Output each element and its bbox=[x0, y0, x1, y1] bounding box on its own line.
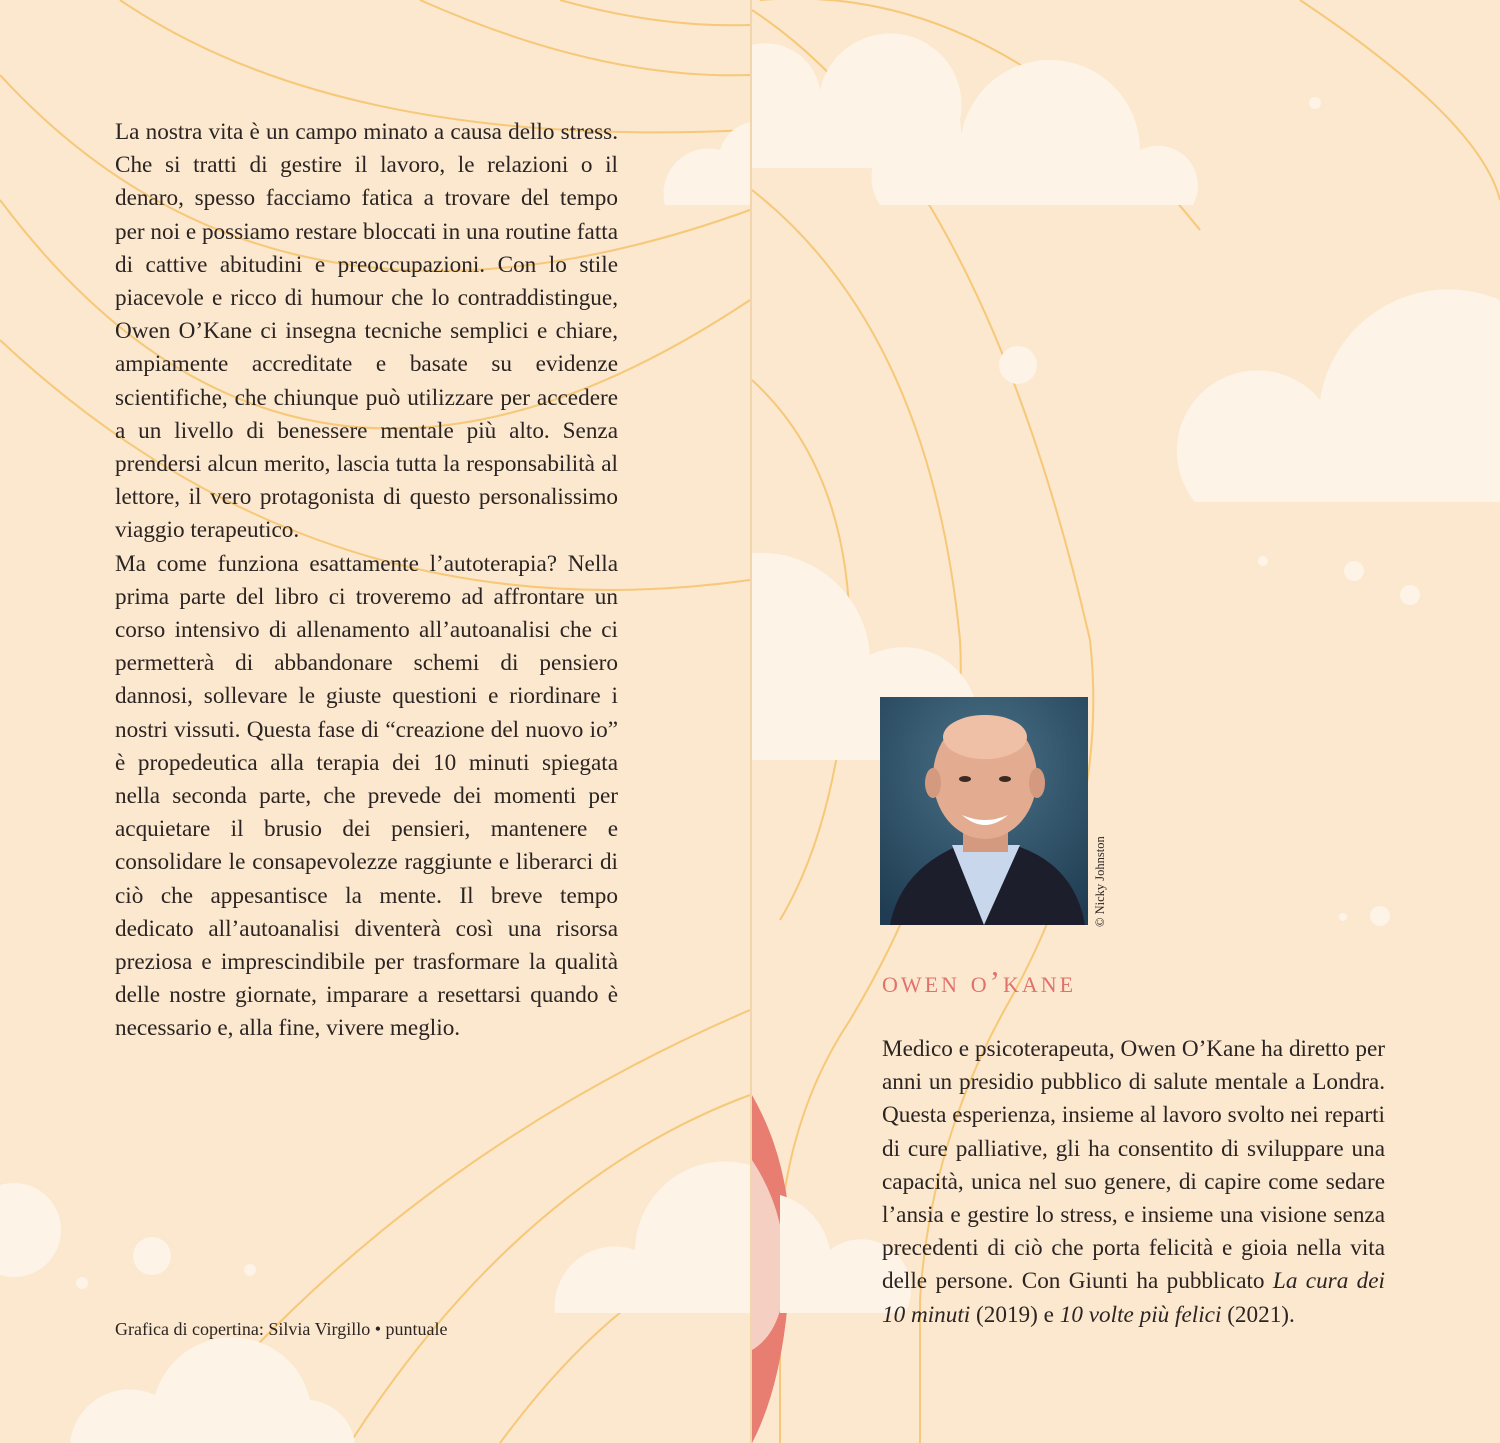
paragraph: La nostra vita è un campo minato a causa dello stress. Che si tratti di gestire il lavoro, le relazioni o il denaro, spesso facciamo fatica a trovare del tempo per noi e possiamo restare bloccati in una routine fatta di cattive abitudini e preoccupazioni. Con lo stile piacevole e ricco di humour che lo contraddistingue, Owen O’Kane ci insegna tecniche semplici e chiare, ampiamente accreditate e basate su evidenze scientifiche, che chiunque può utilizzare per accedere a un livello di benessere mentale più alto. Senza prendersi alcun merito, lascia tutta la responsabilità al lettore, il vero protagonista di questo personalissimo viaggio terapeutico. bbox=[115, 119, 618, 544]
author-bio bbox=[882, 1033, 1385, 1332]
paragraph: Ma come funziona esattamente l’autoterapia? Nella prima parte del libro ci troveremo ad affrontare un corso intensivo di allenamento all’autoanalisi che ci permetterà di abbandonare schemi di pensiero dannosi, sollevare le giuste questioni e riordinare i nostri vissuti. Questa fase di “creazione del nuovo io” è propedeutica alla terapia dei 10 minuti spiegata nella seconda parte, che prevede dei momenti per acquietare il brusio dei pensieri, mantenere e consolidare le consapevolezze raggiunte e liberarci di ciò che appesantisce la mente. Il breve tempo dedicato all’autoanalisi diventerà così una risorsa preziosa e imprescindibile per trasformare la qualità delle nostre giornate, imparare a resettarsi quando è necessario e, alla fine, vivere meglio. bbox=[115, 550, 618, 1042]
bio-text: Medico e psicoterapeuta, Owen O’Kane ha diretto per anni un presidio pubblico di salute mentale a Londra. Questa esperienza, insieme al lavoro svolto nei reparti di cure palliative, gli ha consentito di sviluppare una capacità, unica nel suo genere, di capire come sedare l’ansia e gestire lo stress, e insieme una visione senza precedenti di ciò che porta felicità e gioia nella vita delle persone. Con Giunti ha pubblicato bbox=[882, 1036, 1385, 1295]
book-year: (2019) e bbox=[976, 1301, 1054, 1328]
photo-credit: © Nicky Johnston bbox=[1093, 836, 1107, 927]
author-photo bbox=[880, 697, 1088, 925]
cover-credits: Grafica di copertina: Silvia Virgillo • puntuale bbox=[115, 1319, 448, 1339]
book-title: La cura dei 10 minuti bbox=[882, 1268, 1385, 1328]
book-title: 10 volte più felici bbox=[1059, 1301, 1222, 1328]
back-cover-text bbox=[115, 116, 618, 1046]
author-name: owen o’kane bbox=[882, 964, 1077, 999]
book-year: (2021). bbox=[1227, 1301, 1295, 1328]
